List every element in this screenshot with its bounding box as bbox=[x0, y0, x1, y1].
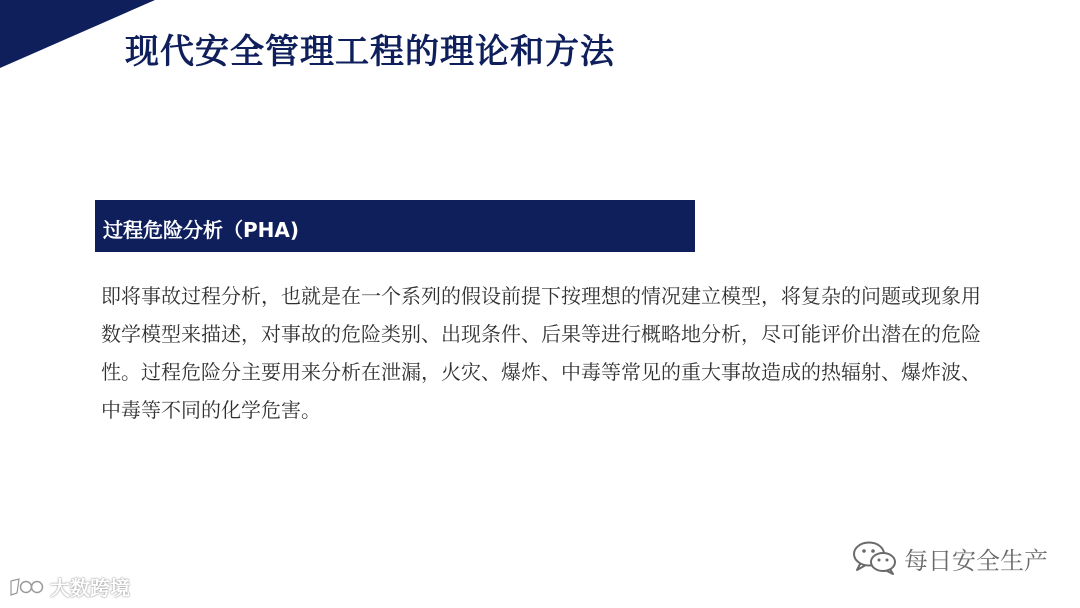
slide-title: 现代安全管理工程的理论和方法 bbox=[125, 32, 615, 72]
brand-logo-text: 大数跨境 bbox=[50, 576, 130, 600]
brand-logo bbox=[8, 572, 130, 601]
brand-logo-icon bbox=[8, 575, 46, 599]
section-header-label: 过程危险分析（PHA) bbox=[103, 218, 300, 242]
section-header-bar bbox=[95, 200, 695, 252]
wechat-icon bbox=[852, 540, 898, 576]
watermark-text: 每日安全生产 bbox=[904, 546, 1048, 575]
body-paragraph: 即将事故过程分析，也就是在一个系列的假设前提下按理想的情况建立模型，将复杂的问题或现象用数学模型来描述，对事故的危险类别、出现条件、后果等进行概略地分析，尽可能评价出潜在的危险性。过程危险分主要用来分析在泄漏，火灾、爆炸、中毒等常见的重大事故造成的热辐射、爆炸波、中毒等不同的化学危害。 bbox=[101, 284, 981, 422]
watermark bbox=[852, 540, 1048, 576]
